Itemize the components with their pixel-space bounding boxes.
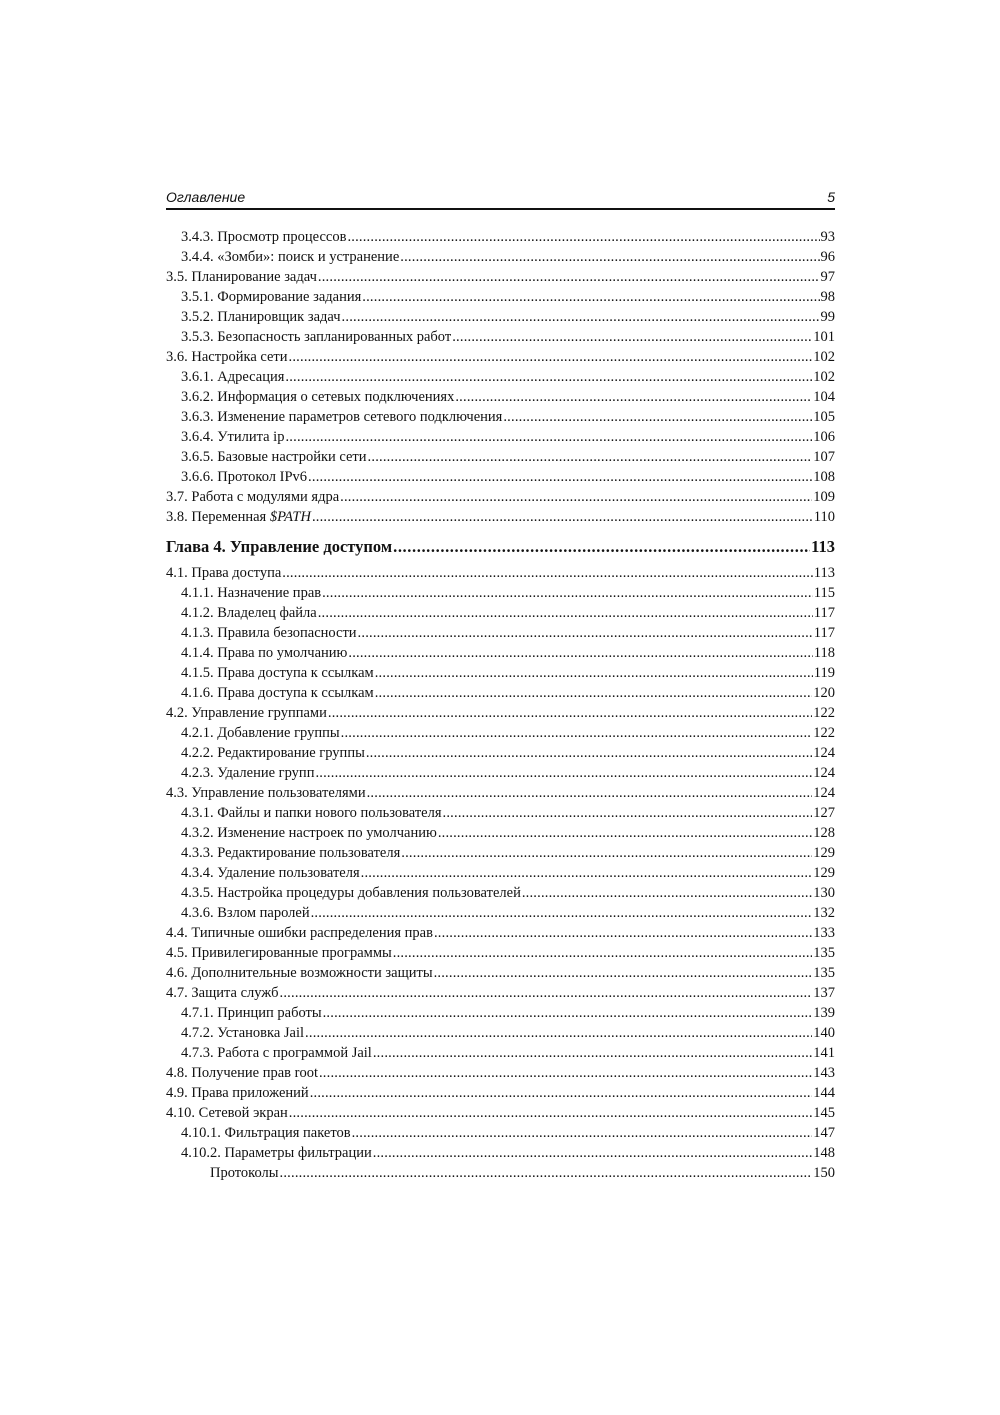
toc-entry-page: 132 <box>813 905 835 921</box>
toc-entry-title <box>166 531 392 562</box>
toc-entry-title-text: 3.6.6. Протокол IPv6 <box>181 469 308 485</box>
toc-entry-title-text: 4.4. Типичные ошибки распределения прав <box>166 925 433 941</box>
toc-entry-title-text: 4.1.6. Права доступа к ссылкам <box>181 685 374 701</box>
toc-entry-page: 101 <box>813 329 835 345</box>
dot-leader <box>455 387 812 407</box>
toc-entry-title-text: 3.6.3. Изменение параметров сетевого подключения <box>181 409 503 425</box>
toc-entry-title-text: 4.3.5. Настройка процедуры добавления пользователей <box>181 885 521 901</box>
dot-leader <box>318 603 813 623</box>
toc-entry-title <box>181 1143 372 1163</box>
toc-entry <box>166 1143 835 1163</box>
dot-leader <box>289 1103 812 1123</box>
toc-entry-title-text: 3.6.2. Информация о сетевых подключениях <box>181 389 455 405</box>
toc-entry-page: 127 <box>813 805 835 821</box>
dot-leader <box>375 663 813 683</box>
toc-entry-page: 97 <box>820 269 835 285</box>
toc-entry <box>166 703 835 723</box>
dot-leader <box>434 963 813 983</box>
dot-leader <box>452 327 812 347</box>
toc-entry <box>166 1003 835 1023</box>
toc-entry <box>166 1163 835 1183</box>
toc-entry <box>166 743 835 763</box>
toc-entry-title-text: 4.7. Защита служб <box>166 985 279 1001</box>
toc-entry-title <box>181 583 321 603</box>
toc-entry-title-text: 4.7.3. Работа с программой Jail <box>181 1045 372 1061</box>
toc-entry <box>166 307 835 327</box>
toc-entry-title <box>181 287 361 307</box>
toc-entry-title-text: 3.6.1. Адресация <box>181 369 285 385</box>
dot-leader <box>340 487 812 507</box>
toc-entry <box>166 623 835 643</box>
toc-entry-title <box>166 923 433 943</box>
toc-entry-title-text: 4.8. Получение прав root <box>166 1065 318 1081</box>
toc-entry-page: 113 <box>813 565 835 581</box>
toc-entry-title-text: 3.4.3. Просмотр процессов <box>181 229 347 245</box>
toc-entry <box>166 603 835 623</box>
toc-entry <box>166 563 835 583</box>
toc-entry-page: 139 <box>813 1005 835 1021</box>
dot-leader <box>503 407 812 427</box>
dot-leader <box>368 447 813 467</box>
toc-entry <box>166 407 835 427</box>
dot-leader <box>312 507 813 527</box>
toc-entry-title <box>181 623 357 643</box>
dot-leader <box>438 823 812 843</box>
dot-leader <box>358 623 813 643</box>
toc-entry-title <box>181 387 454 407</box>
toc-entry <box>166 467 835 487</box>
toc-entry-title-text: 3.8. Переменная <box>166 509 270 525</box>
toc-entry-page: 124 <box>813 765 835 781</box>
toc-entry-title-text: 4.2. Управление группами <box>166 705 327 721</box>
toc-entry-title <box>181 367 284 387</box>
toc-entry-page: 113 <box>811 537 835 556</box>
dot-leader <box>282 563 813 583</box>
dot-leader <box>280 983 813 1003</box>
toc-entry-title-text: Глава 4. Управление доступом <box>166 537 393 556</box>
toc-entry <box>166 1123 835 1143</box>
toc-entry <box>166 843 835 863</box>
dot-leader <box>289 347 813 367</box>
dot-leader <box>375 683 813 703</box>
toc-entry <box>166 783 835 803</box>
toc-entry-page: 124 <box>813 785 835 801</box>
toc-entry-title <box>181 683 374 703</box>
toc-entry-page: 137 <box>813 985 835 1001</box>
toc-entry-page: 110 <box>813 509 835 525</box>
toc-entry <box>166 247 835 267</box>
toc-entry-title <box>181 723 340 743</box>
toc-entry <box>166 1023 835 1043</box>
dot-leader <box>522 883 812 903</box>
toc-entry-title <box>166 267 317 287</box>
dot-leader <box>341 723 813 743</box>
toc-entry <box>166 327 835 347</box>
toc-entry-title-text: 3.6.4. Утилита ip <box>181 429 285 445</box>
toc-entry-page: 109 <box>813 489 835 505</box>
toc-entry-page: 144 <box>813 1085 835 1101</box>
dot-leader <box>319 1063 812 1083</box>
toc-entry <box>166 1083 835 1103</box>
toc-entry-page: 133 <box>813 925 835 941</box>
toc-entry-page: 143 <box>813 1065 835 1081</box>
toc-entry-title <box>166 703 327 723</box>
toc-entry <box>166 643 835 663</box>
toc-entry-title <box>181 643 347 663</box>
toc-entry-title <box>181 803 442 823</box>
toc-entry-title <box>166 943 392 963</box>
toc-entry <box>166 663 835 683</box>
toc-entry <box>166 943 835 963</box>
toc-entry-page: 135 <box>813 965 835 981</box>
toc-entry-page: 148 <box>813 1145 835 1161</box>
dot-leader <box>308 467 812 487</box>
toc-entry-title-text: 3.5. Планирование задач <box>166 269 317 285</box>
toc-entry-page: 108 <box>813 469 835 485</box>
toc-entry-page: 106 <box>813 429 835 445</box>
toc-entry <box>166 267 835 287</box>
toc-entry-title-text: 4.3.4. Удаление пользователя <box>181 865 360 881</box>
dot-leader <box>328 703 812 723</box>
toc-entry-title <box>181 407 502 427</box>
toc-entry <box>166 447 835 467</box>
toc-entry-title-text: 4.1.3. Правила безопасности <box>181 625 357 641</box>
dot-leader <box>310 1083 813 1103</box>
toc-entry-title <box>166 487 339 507</box>
toc-entry-title-text: 4.1. Права доступа <box>166 565 282 581</box>
toc-entry-title-text: 4.1.1. Назначение прав <box>181 585 322 601</box>
toc-entry-title-text: 4.10. Сетевой экран <box>166 1105 288 1121</box>
toc-entry-title <box>166 1083 309 1103</box>
toc-entry-title-text: 3.6.5. Базовые настройки сети <box>181 449 367 465</box>
dot-leader <box>373 1143 812 1163</box>
dot-leader <box>400 247 819 267</box>
toc-entry <box>166 923 835 943</box>
toc-entry-title <box>181 883 521 903</box>
toc-entry-title <box>181 603 317 623</box>
toc-entry-title <box>181 467 307 487</box>
dot-leader <box>348 643 812 663</box>
toc-entry-page: 93 <box>820 229 835 245</box>
toc-entry <box>166 583 835 603</box>
toc-entry-title-text: 3.5.3. Безопасность запланированных работ <box>181 329 452 345</box>
toc-entry <box>166 883 835 903</box>
toc-entry-page: 104 <box>813 389 835 405</box>
toc-entry-page: 147 <box>813 1125 835 1141</box>
toc-entry-title-text: 3.6. Настройка сети <box>166 349 288 365</box>
table-of-contents <box>166 227 835 1183</box>
toc-entry <box>166 823 835 843</box>
toc-entry-title <box>181 763 314 783</box>
running-header-title: Оглавление <box>166 189 246 205</box>
toc-entry <box>166 387 835 407</box>
dot-leader <box>434 923 812 943</box>
dot-leader <box>373 1043 812 1063</box>
dot-leader <box>366 743 812 763</box>
dot-leader <box>361 863 813 883</box>
toc-entry-title-text: 4.5. Привилегированные программы <box>166 945 392 961</box>
toc-entry-page: 117 <box>813 605 835 621</box>
dot-leader <box>342 307 820 327</box>
toc-entry-title-text: 4.9. Права приложений <box>166 1085 309 1101</box>
dot-leader <box>401 843 812 863</box>
toc-entry-page: 122 <box>813 725 835 741</box>
toc-entry-title-text: 3.5.2. Планировщик задач <box>181 309 341 325</box>
toc-entry-title-text: 4.1.5. Права доступа к ссылкам <box>181 665 374 681</box>
toc-entry-title <box>166 507 311 527</box>
toc-entry-title-text: 4.3.1. Файлы и папки нового пользователя <box>181 805 442 821</box>
toc-entry-title <box>181 427 284 447</box>
toc-entry-title <box>181 743 365 763</box>
dot-leader <box>305 1023 812 1043</box>
toc-entry <box>166 963 835 983</box>
toc-entry-page: 150 <box>813 1165 835 1181</box>
toc-entry-page: 105 <box>813 409 835 425</box>
toc-chapter-entry <box>166 531 835 563</box>
toc-entry-title <box>166 963 433 983</box>
toc-entry-page: 102 <box>813 369 835 385</box>
toc-entry-title <box>181 1003 322 1023</box>
toc-entry-title <box>210 1163 279 1183</box>
toc-entry-page: 140 <box>813 1025 835 1041</box>
dot-leader <box>318 267 820 287</box>
dot-leader <box>367 783 813 803</box>
dot-leader <box>285 427 812 447</box>
toc-entry-page: 145 <box>813 1105 835 1121</box>
toc-entry-page: 117 <box>813 625 835 641</box>
toc-entry <box>166 903 835 923</box>
toc-entry-page: 129 <box>813 865 835 881</box>
toc-entry-title <box>166 347 288 367</box>
toc-entry-page: 135 <box>813 945 835 961</box>
toc-entry-title <box>181 447 367 467</box>
dot-leader <box>443 803 813 823</box>
toc-entry <box>166 863 835 883</box>
toc-entry-title-text: 4.3.6. Взлом паролей <box>181 905 310 921</box>
toc-entry <box>166 983 835 1003</box>
toc-entry-title-italic: $PATH <box>269 509 311 525</box>
toc-entry-title-text: 4.7.1. Принцип работы <box>181 1005 322 1021</box>
toc-entry-title <box>181 1043 372 1063</box>
dot-leader <box>322 583 813 603</box>
toc-entry <box>166 1063 835 1083</box>
toc-entry-title <box>181 663 374 683</box>
toc-entry-page: 118 <box>813 645 835 661</box>
toc-entry <box>166 487 835 507</box>
toc-entry-title <box>181 327 451 347</box>
toc-entry-title <box>166 563 281 583</box>
dot-leader <box>285 367 812 387</box>
toc-entry-title-text: 3.5.1. Формирование задания <box>181 289 362 305</box>
toc-entry-title-text: 4.2.3. Удаление групп <box>181 765 315 781</box>
toc-entry <box>166 507 835 527</box>
toc-entry <box>166 427 835 447</box>
toc-entry-page: 124 <box>813 745 835 761</box>
toc-entry-title-text: 4.3.2. Изменение настроек по умолчанию <box>181 825 437 841</box>
toc-entry <box>166 347 835 367</box>
dot-leader <box>323 1003 813 1023</box>
toc-entry-title <box>181 247 399 267</box>
toc-entry-page: 99 <box>820 309 835 325</box>
toc-entry-page: 120 <box>813 685 835 701</box>
toc-entry-title <box>181 307 341 327</box>
toc-entry-title <box>181 863 360 883</box>
toc-entry-title <box>166 1103 288 1123</box>
dot-leader <box>362 287 819 307</box>
toc-entry-page: 98 <box>820 289 835 305</box>
toc-entry-title <box>181 1023 304 1043</box>
toc-entry <box>166 1043 835 1063</box>
toc-entry-title <box>166 983 279 1003</box>
toc-entry-page: 130 <box>813 885 835 901</box>
dot-leader <box>352 1123 813 1143</box>
toc-entry-title-text: 4.10.2. Параметры фильтрации <box>181 1145 372 1161</box>
toc-entry <box>166 763 835 783</box>
toc-entry <box>166 227 835 247</box>
toc-entry-title-text: 4.3.3. Редактирование пользователя <box>181 845 401 861</box>
toc-entry-title <box>181 823 437 843</box>
toc-entry-title-text: 4.7.2. Установка Jail <box>181 1025 305 1041</box>
toc-entry-title <box>166 1063 318 1083</box>
toc-entry-title-text: 4.2.1. Добавление группы <box>181 725 340 741</box>
toc-entry-title-text: 3.7. Работа с модулями ядра <box>166 489 340 505</box>
toc-entry-title-text: Протоколы <box>210 1165 279 1181</box>
toc-entry-title-text: 4.3. Управление пользователями <box>166 785 366 801</box>
toc-entry-page: 122 <box>813 705 835 721</box>
toc-entry-page: 102 <box>813 349 835 365</box>
toc-entry-page: 115 <box>813 585 835 601</box>
toc-entry-title <box>181 1123 351 1143</box>
toc-entry-page: 128 <box>813 825 835 841</box>
toc-entry-title <box>181 227 346 247</box>
toc-entry-title-text: 4.1.4. Права по умолчанию <box>181 645 348 661</box>
dot-leader <box>347 227 819 247</box>
dot-leader <box>280 1163 813 1183</box>
toc-entry-title-text: 4.6. Дополнительные возможности защиты <box>166 965 433 981</box>
toc-entry-title <box>181 903 310 923</box>
toc-entry <box>166 367 835 387</box>
toc-entry-title-text: 4.10.1. Фильтрация пакетов <box>181 1125 351 1141</box>
toc-entry <box>166 1103 835 1123</box>
toc-entry <box>166 287 835 307</box>
toc-entry-page: 119 <box>813 665 835 681</box>
toc-entry-page: 107 <box>813 449 835 465</box>
toc-entry <box>166 803 835 823</box>
toc-entry <box>166 723 835 743</box>
toc-entry-title-text: 3.4.4. «Зомби»: поиск и устранение <box>181 249 400 265</box>
dot-leader <box>393 531 810 562</box>
dot-leader <box>393 943 813 963</box>
toc-entry-page: 96 <box>820 249 835 265</box>
toc-entry-title <box>181 843 400 863</box>
page-number: 5 <box>827 189 835 205</box>
toc-entry-page: 129 <box>813 845 835 861</box>
toc-entry-title-text: 4.2.2. Редактирование группы <box>181 745 365 761</box>
dot-leader <box>315 763 812 783</box>
toc-entry <box>166 683 835 703</box>
toc-entry-page: 141 <box>813 1045 835 1061</box>
running-header <box>166 186 835 210</box>
toc-entry-title-text: 4.1.2. Владелец файла <box>181 605 317 621</box>
dot-leader <box>311 903 813 923</box>
toc-entry-title <box>166 783 366 803</box>
